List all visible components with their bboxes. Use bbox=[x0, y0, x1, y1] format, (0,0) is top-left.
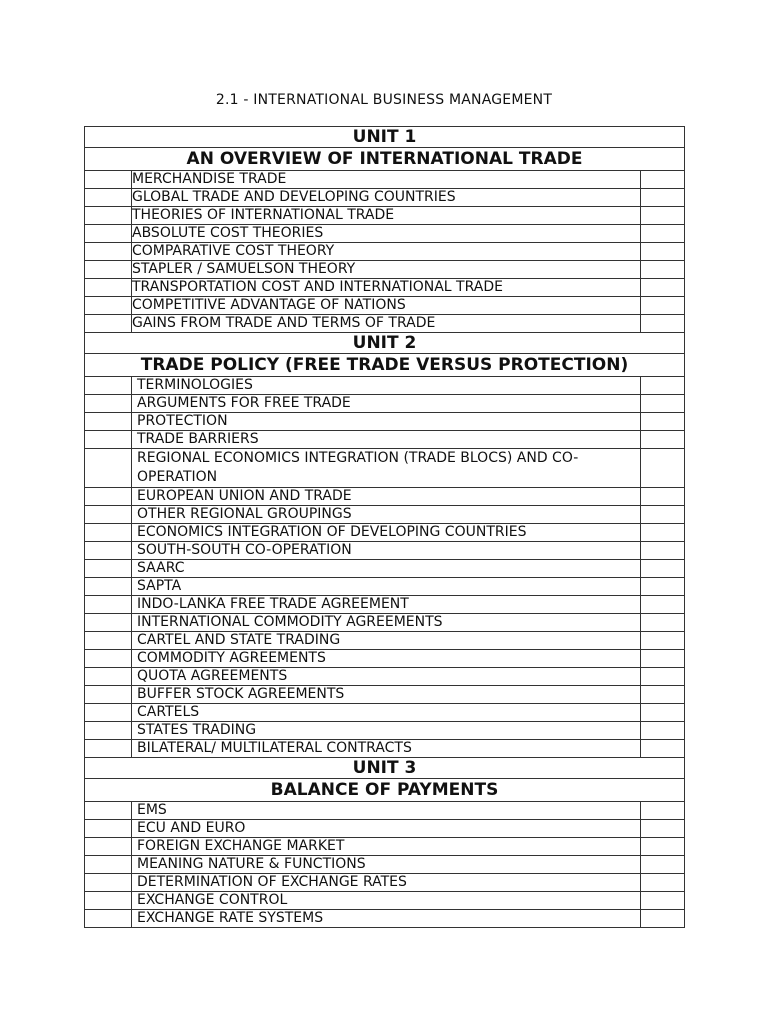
topic-label: CARTEL AND STATE TRADING bbox=[132, 632, 641, 650]
unit-title: TRADE POLICY (FREE TRADE VERSUS PROTECTION) bbox=[85, 354, 685, 377]
document-title: 2.1 - INTERNATIONAL BUSINESS MANAGEMENT bbox=[215, 92, 553, 108]
blank-cell bbox=[640, 395, 684, 413]
blank-cell bbox=[640, 171, 684, 189]
blank-cell bbox=[85, 207, 132, 225]
topic-label: COMMODITY AGREEMENTS bbox=[132, 650, 641, 668]
topic-row bbox=[85, 431, 685, 449]
blank-cell bbox=[640, 910, 684, 928]
topic-row bbox=[85, 820, 685, 838]
blank-cell bbox=[85, 506, 132, 524]
topic-label: OTHER REGIONAL GROUPINGS bbox=[132, 506, 641, 524]
topic-label: COMPARATIVE COST THEORY bbox=[132, 243, 641, 261]
blank-cell bbox=[640, 431, 684, 449]
topic-label: TRANSPORTATION COST AND INTERNATIONAL TRADE bbox=[132, 279, 641, 297]
blank-cell bbox=[640, 596, 684, 614]
blank-cell bbox=[85, 189, 132, 207]
topic-label: MEANING NATURE & FUNCTIONS bbox=[132, 856, 641, 874]
blank-cell bbox=[640, 856, 684, 874]
topic-label: CARTELS bbox=[132, 704, 641, 722]
blank-cell bbox=[85, 838, 132, 856]
blank-cell bbox=[85, 686, 132, 704]
topic-row bbox=[85, 279, 685, 297]
topic-row bbox=[85, 207, 685, 225]
blank-cell bbox=[640, 542, 684, 560]
topic-label: SOUTH-SOUTH CO-OPERATION bbox=[132, 542, 641, 560]
unit-header-row bbox=[85, 758, 685, 779]
topic-row bbox=[85, 632, 685, 650]
topic-label: COMPETITIVE ADVANTAGE OF NATIONS bbox=[132, 297, 641, 315]
topic-row bbox=[85, 377, 685, 395]
topic-label: INTERNATIONAL COMMODITY AGREEMENTS bbox=[132, 614, 641, 632]
topic-row bbox=[85, 668, 685, 686]
topic-row bbox=[85, 449, 685, 488]
unit-label: UNIT 1 bbox=[85, 127, 685, 148]
blank-cell bbox=[640, 488, 684, 506]
blank-cell bbox=[640, 524, 684, 542]
topic-row bbox=[85, 892, 685, 910]
topic-label: PROTECTION bbox=[132, 413, 641, 431]
blank-cell bbox=[640, 279, 684, 297]
blank-cell bbox=[85, 632, 132, 650]
blank-cell bbox=[640, 261, 684, 279]
topic-label: STAPLER / SAMUELSON THEORY bbox=[132, 261, 641, 279]
topic-row bbox=[85, 243, 685, 261]
blank-cell bbox=[640, 377, 684, 395]
topic-row bbox=[85, 740, 685, 758]
topic-label: ECU AND EURO bbox=[132, 820, 641, 838]
topic-label: ECONOMICS INTEGRATION OF DEVELOPING COUNTRIES bbox=[132, 524, 641, 542]
topic-label: GLOBAL TRADE AND DEVELOPING COUNTRIES bbox=[132, 189, 641, 207]
blank-cell bbox=[640, 506, 684, 524]
blank-cell bbox=[640, 578, 684, 596]
topic-row bbox=[85, 171, 685, 189]
blank-cell bbox=[640, 632, 684, 650]
topic-row bbox=[85, 650, 685, 668]
blank-cell bbox=[85, 802, 132, 820]
blank-cell bbox=[85, 542, 132, 560]
blank-cell bbox=[640, 820, 684, 838]
blank-cell bbox=[640, 243, 684, 261]
blank-cell bbox=[640, 722, 684, 740]
topic-row bbox=[85, 524, 685, 542]
syllabus-table bbox=[84, 126, 685, 928]
blank-cell bbox=[85, 225, 132, 243]
blank-cell bbox=[640, 874, 684, 892]
topic-label: REGIONAL ECONOMICS INTEGRATION (TRADE BLOCS) AND CO-OPERATION bbox=[132, 449, 641, 488]
topic-label: INDO-LANKA FREE TRADE AGREEMENT bbox=[132, 596, 641, 614]
topic-label: EUROPEAN UNION AND TRADE bbox=[132, 488, 641, 506]
topic-row bbox=[85, 838, 685, 856]
blank-cell bbox=[640, 704, 684, 722]
blank-cell bbox=[640, 614, 684, 632]
blank-cell bbox=[640, 413, 684, 431]
topic-label: DETERMINATION OF EXCHANGE RATES bbox=[132, 874, 641, 892]
blank-cell bbox=[640, 315, 684, 333]
unit-header-row bbox=[85, 333, 685, 354]
topic-label: MERCHANDISE TRADE bbox=[132, 171, 641, 189]
blank-cell bbox=[85, 261, 132, 279]
topic-label: EXCHANGE CONTROL bbox=[132, 892, 641, 910]
blank-cell bbox=[640, 802, 684, 820]
blank-cell bbox=[640, 297, 684, 315]
topic-label: THEORIES OF INTERNATIONAL TRADE bbox=[132, 207, 641, 225]
topic-row bbox=[85, 704, 685, 722]
unit-title-row bbox=[85, 148, 685, 171]
blank-cell bbox=[85, 820, 132, 838]
blank-cell bbox=[640, 207, 684, 225]
unit-label: UNIT 3 bbox=[85, 758, 685, 779]
unit-3-section bbox=[85, 758, 685, 928]
blank-cell bbox=[85, 596, 132, 614]
blank-cell bbox=[85, 892, 132, 910]
blank-cell bbox=[85, 377, 132, 395]
topic-row bbox=[85, 395, 685, 413]
topic-label: ABSOLUTE COST THEORIES bbox=[132, 225, 641, 243]
blank-cell bbox=[85, 243, 132, 261]
topic-label: STATES TRADING bbox=[132, 722, 641, 740]
blank-cell bbox=[640, 740, 684, 758]
topic-label: TERMINOLOGIES bbox=[132, 377, 641, 395]
topic-row bbox=[85, 225, 685, 243]
blank-cell bbox=[85, 524, 132, 542]
topic-row bbox=[85, 614, 685, 632]
blank-cell bbox=[85, 488, 132, 506]
blank-cell bbox=[85, 413, 132, 431]
blank-cell bbox=[640, 560, 684, 578]
topic-row bbox=[85, 261, 685, 279]
blank-cell bbox=[85, 315, 132, 333]
unit-title: BALANCE OF PAYMENTS bbox=[85, 779, 685, 802]
topic-row bbox=[85, 506, 685, 524]
blank-cell bbox=[85, 668, 132, 686]
topic-row bbox=[85, 488, 685, 506]
unit-title: AN OVERVIEW OF INTERNATIONAL TRADE bbox=[85, 148, 685, 171]
unit-2-section bbox=[85, 333, 685, 758]
blank-cell bbox=[85, 297, 132, 315]
unit-title-row bbox=[85, 354, 685, 377]
unit-label: UNIT 2 bbox=[85, 333, 685, 354]
topic-row bbox=[85, 596, 685, 614]
blank-cell bbox=[640, 225, 684, 243]
topic-label: FOREIGN EXCHANGE MARKET bbox=[132, 838, 641, 856]
blank-cell bbox=[85, 722, 132, 740]
blank-cell bbox=[85, 431, 132, 449]
topic-label: TRADE BARRIERS bbox=[132, 431, 641, 449]
topic-row bbox=[85, 802, 685, 820]
blank-cell bbox=[85, 279, 132, 297]
topic-label: SAPTA bbox=[132, 578, 641, 596]
blank-cell bbox=[85, 449, 132, 488]
blank-cell bbox=[85, 650, 132, 668]
topic-label: EXCHANGE RATE SYSTEMS bbox=[132, 910, 641, 928]
blank-cell bbox=[85, 171, 132, 189]
topic-label: GAINS FROM TRADE AND TERMS OF TRADE bbox=[132, 315, 641, 333]
blank-cell bbox=[85, 856, 132, 874]
blank-cell bbox=[85, 560, 132, 578]
topic-row bbox=[85, 297, 685, 315]
topic-row bbox=[85, 874, 685, 892]
topic-label: QUOTA AGREEMENTS bbox=[132, 668, 641, 686]
unit-title-row bbox=[85, 779, 685, 802]
blank-cell bbox=[640, 449, 684, 488]
topic-row bbox=[85, 560, 685, 578]
unit-1-section bbox=[85, 127, 685, 333]
topic-label: EMS bbox=[132, 802, 641, 820]
topic-row bbox=[85, 856, 685, 874]
topic-row bbox=[85, 910, 685, 928]
blank-cell bbox=[85, 395, 132, 413]
blank-cell bbox=[640, 189, 684, 207]
topic-label: BILATERAL/ MULTILATERAL CONTRACTS bbox=[132, 740, 641, 758]
unit-header-row bbox=[85, 127, 685, 148]
topic-row bbox=[85, 686, 685, 704]
blank-cell bbox=[640, 838, 684, 856]
blank-cell bbox=[640, 686, 684, 704]
blank-cell bbox=[640, 892, 684, 910]
topic-label: SAARC bbox=[132, 560, 641, 578]
topic-label: ARGUMENTS FOR FREE TRADE bbox=[132, 395, 641, 413]
topic-row bbox=[85, 315, 685, 333]
blank-cell bbox=[85, 740, 132, 758]
blank-cell bbox=[640, 668, 684, 686]
topic-row bbox=[85, 189, 685, 207]
blank-cell bbox=[85, 578, 132, 596]
blank-cell bbox=[85, 910, 132, 928]
blank-cell bbox=[85, 874, 132, 892]
topic-row bbox=[85, 542, 685, 560]
blank-cell bbox=[640, 650, 684, 668]
topic-label: BUFFER STOCK AGREEMENTS bbox=[132, 686, 641, 704]
blank-cell bbox=[85, 704, 132, 722]
topic-row bbox=[85, 578, 685, 596]
topic-row bbox=[85, 413, 685, 431]
blank-cell bbox=[85, 614, 132, 632]
topic-row bbox=[85, 722, 685, 740]
